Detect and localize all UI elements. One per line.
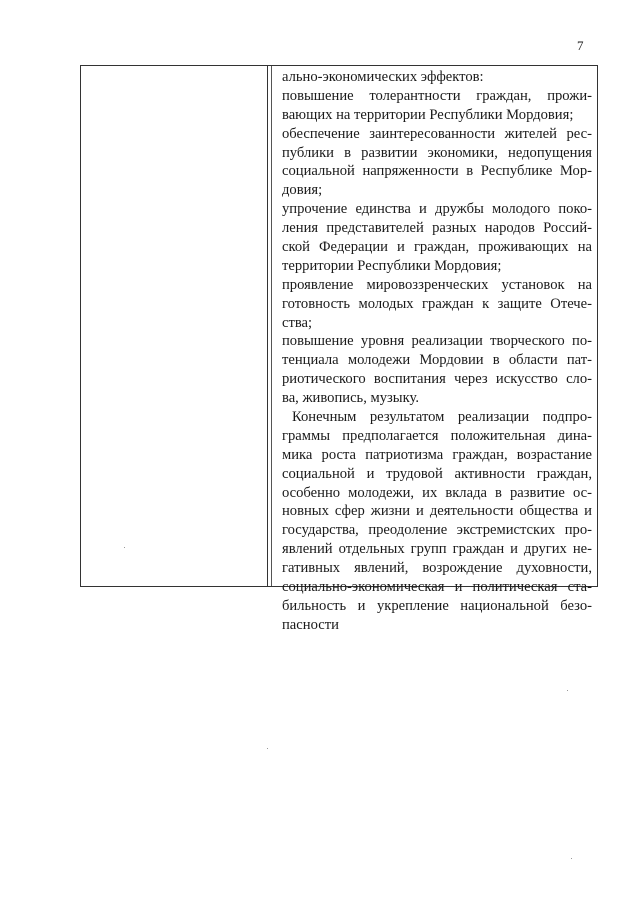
scan-speck bbox=[124, 547, 125, 548]
text-line: довия; bbox=[282, 182, 323, 199]
text-line: государства, преодоление экстремистских про- bbox=[282, 522, 592, 539]
text-line: ления представителей разных народов Россий- bbox=[282, 220, 592, 237]
right-table-cell bbox=[271, 66, 597, 633]
text-line: обеспечение заинтересованности жителей рес- bbox=[282, 125, 592, 142]
text-line: особенно молодежи, их вклада в развитие ос- bbox=[282, 484, 592, 501]
text-line: ской Федерации и граждан, проживающих на bbox=[282, 239, 592, 256]
text-line: ально-экономических эффектов: bbox=[282, 69, 484, 85]
text-line: проявление мировоззренческих установок на bbox=[282, 276, 592, 293]
page-number: 7 bbox=[577, 38, 584, 53]
text-line: социально-экономическая и политическая ста- bbox=[282, 579, 592, 596]
text-line: явлений отдельных групп граждан и других не- bbox=[282, 541, 592, 558]
right-cell-text bbox=[282, 68, 592, 635]
text-line: ства; bbox=[282, 314, 313, 331]
scan-speck bbox=[267, 748, 268, 749]
text-line: граммы предполагается положительная дина- bbox=[282, 427, 592, 444]
text-line: мика роста патриотизма граждан, возрастание bbox=[282, 446, 592, 463]
text-line: риотического воспитания через искусство сло- bbox=[282, 371, 592, 388]
text-line: готовность молодых граждан к защите Отече- bbox=[282, 295, 592, 312]
text-line: ва, живопись, музыку. bbox=[282, 390, 419, 407]
text-line: новных сфер жизни и деятельности общества и bbox=[282, 503, 592, 520]
text-line: тенциала молодежи Мордовии в области пат- bbox=[282, 352, 592, 369]
text-line: социальной напряженности в Республике Мор- bbox=[282, 163, 592, 180]
text-line: публики в развитии экономики, недопущения bbox=[282, 144, 592, 161]
text-line: повышение толерантности граждан, прожи- bbox=[282, 87, 592, 104]
text-line: социальной и трудовой активности граждан, bbox=[282, 465, 592, 482]
text-line: Конечным результатом реализации подпро- bbox=[292, 409, 592, 426]
text-line: территории Республики Мордовия; bbox=[282, 257, 502, 274]
scan-speck bbox=[571, 858, 572, 859]
text-line: гативных явлений, возрождение духовности, bbox=[282, 560, 592, 577]
text-line: упрочение единства и дружбы молодого поко- bbox=[282, 201, 592, 218]
text-line: бильность и укрепление национальной безо- bbox=[282, 597, 592, 614]
document-table bbox=[80, 65, 598, 633]
left-table-cell bbox=[81, 66, 268, 586]
scan-speck bbox=[567, 690, 568, 691]
text-line: вающих на территории Республики Мордовия; bbox=[282, 106, 574, 123]
text-line: повышение уровня реализации творческого по- bbox=[282, 333, 592, 350]
text-line: пасности bbox=[282, 616, 339, 633]
